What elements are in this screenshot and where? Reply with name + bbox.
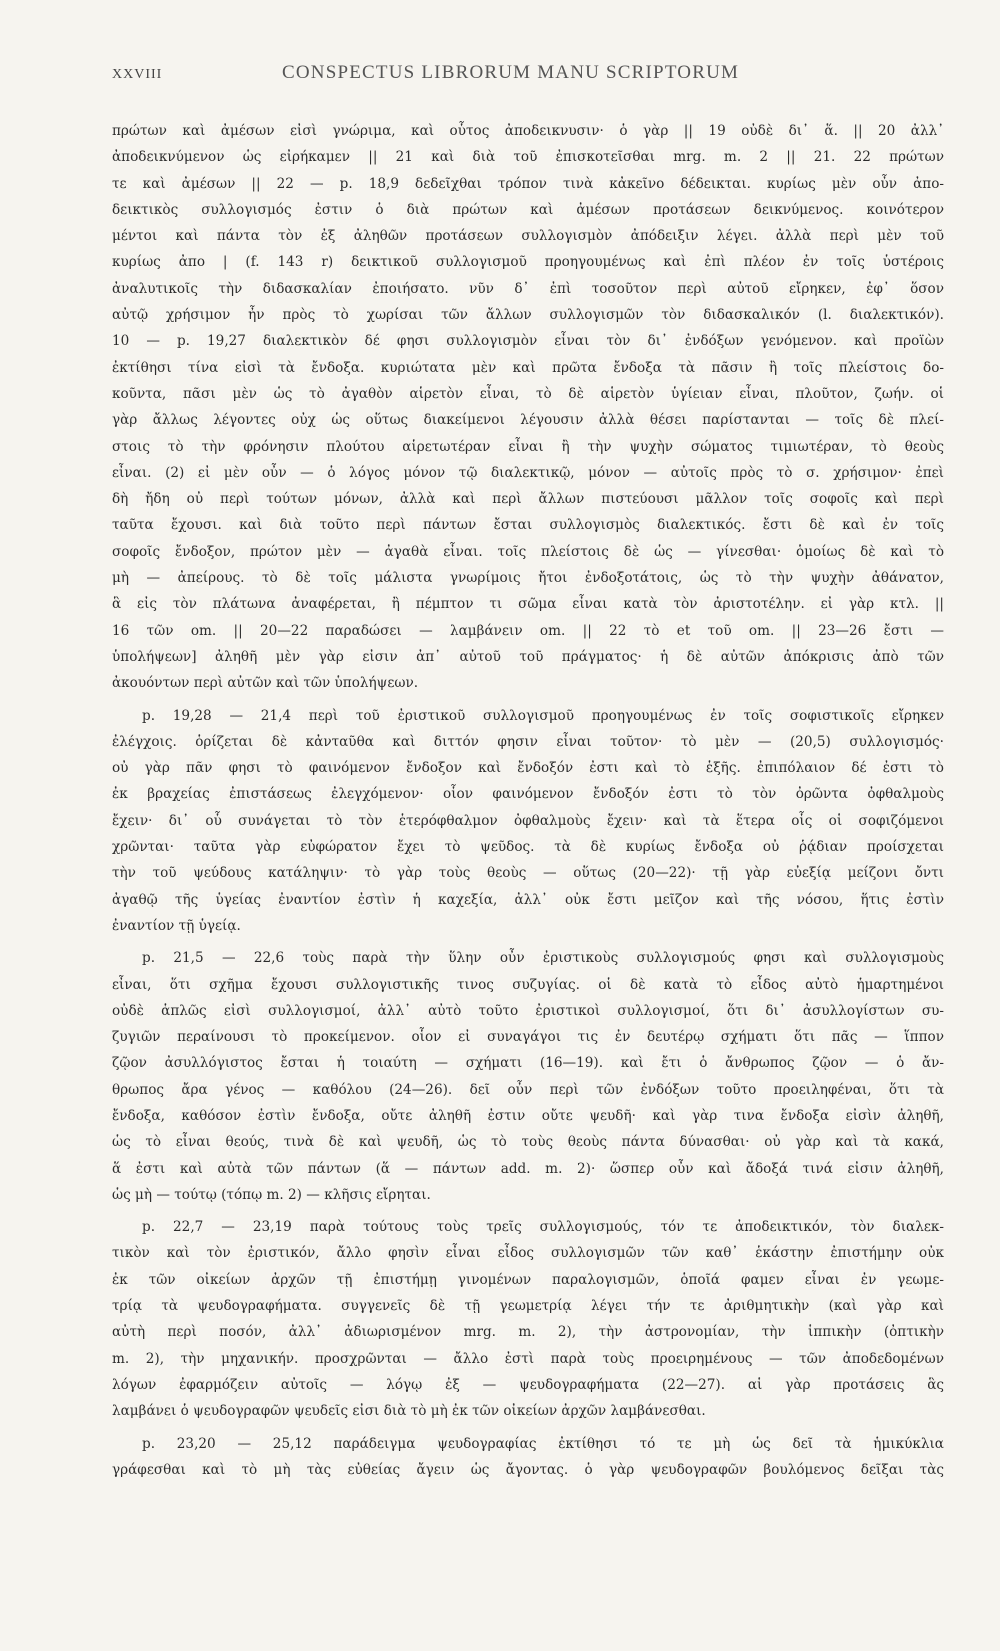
paragraph <box>112 118 944 697</box>
text-line: ἀγαθῷ τῆς ὑγείας ἐναντίον ἐστὶν ἡ καχεξία, ἀλλ᾽ οὐκ ἔστι μεῖζον καὶ τῆς νόσου, ἥτις ἐστὶν <box>112 891 944 908</box>
text-line: τε καὶ ἀμέσων || 22 — p. 18,9 δεδεῖχθαι τρόπον τινὰ κἀκεῖνο δέδεικται. κυρίως μὲν οὖν ἀπο- <box>112 175 944 192</box>
text-line: θρωπος ἄρα γένος — καθόλου (24—26). δεῖ οὖν περὶ τῶν ἐνδόξων τοῦτο προειληφέναι, ὅτι τὰ <box>112 1081 944 1098</box>
paragraph <box>112 1431 944 1484</box>
text-line: ἐναντίον τῇ ὑγείᾳ. <box>112 917 241 934</box>
text-line: πρώτων καὶ ἀμέσων εἰσὶ γνώριμα, καὶ οὗτος ἀποδεικνυσιν· ὁ γὰρ || 19 οὐδὲ δι᾽ ἅ. || 20 ἀλλ᾽ <box>112 123 944 139</box>
paragraph <box>112 703 944 940</box>
text-line: σοφοῖς ἔνδοξον, πρώτον μὲν — ἀγαθὰ εἶναι. τοῖς πλείστοις δὲ ὡς — γίνεσθαι· ὁμοίως δὲ καὶ τὸ <box>112 543 944 560</box>
text-line: τρίᾳ τὰ ψευδογραφήματα. συγγενεῖς δὲ τῇ γεωμετρίᾳ λέγει τήν τε ἀριθμητικὴν (καὶ γὰρ καὶ <box>112 1298 944 1315</box>
text-line: κοῦντα, πᾶσι μὲν ὡς τὸ ἀγαθὸν αἱρετὸν εἶναι, τὸ δὲ αἱρετὸν ὑγίειαν εἶναι, πλοῦτον, ζωήν. οἱ <box>112 385 944 402</box>
text-line: ζυγιῶν περαίνουσι τὸ προκείμενον. οἷον εἰ συναγάγοι τις ἐν δευτέρῳ σχήματι ὅτι πᾶς — ἵππον <box>112 1029 944 1046</box>
text-line: ἔχειν· δι᾽ οὗ συνάγεται τὸ τὸν ἑτερόφθαλμον ὀφθαλμοὺς ἔχειν· καὶ τὰ ἕτερα οἷς οἱ σοφιζόμενοι <box>112 812 944 829</box>
text-line: αὐτῷ χρήσιμον ἦν πρὸς τὸ χωρίσαι τῶν ἄλλων συλλογισμῶν τὸν διδασκαλικόν (l. διαλεκτικόν). <box>112 307 944 324</box>
text-line: ἐκ βραχείας ἐπιστάσεως ἐλεγχόμενον· οἷον φαινόμενον ἔνδοξόν ἐστι τὸ τὸν ὀρῶντα ὀφθαλμοὺς <box>112 786 944 803</box>
text-line: στοις τὸ τὴν φρόνησιν πλούτου αἱρετωτέραν εἶναι ἢ τὴν ψυχὴν σώματος τιμιωτέραν, τὸ θεοὺς <box>112 438 944 455</box>
text-line: m. 2), τὴν μηχανικήν. προσχρῶνται — ἄλλο ἐστὶ παρὰ τοὺς προειρημένους — τῶν ἀποδεδομένων <box>112 1350 944 1367</box>
text-line: 16 τῶν om. || 20—22 παραδώσει — λαμβάνειν om. || 22 τὸ et τοῦ om. || 23—26 ἔστι — <box>112 622 944 639</box>
text-line: ἔνδοξα, καθόσον ἐστὶν ἔνδοξα, οὔτε ἀληθῆ ἐστιν οὔτε ψευδῆ· καὶ γὰρ τινα ἔνδοξα εἰσὶν ἀληθῆ, <box>112 1107 944 1124</box>
text-line: εἶναι, ὅτι σχῆμα ἔχουσι συλλογιστικῆς τινος συζυγίας. οἱ δὲ κατὰ τὸ εἶδος αὐτὸ ἡμαρτημένοι <box>112 976 944 993</box>
text-line: τικὸν καὶ τὸν ἐριστικόν, ἄλλο φησὶν εἶναι εἶδος συλλογισμῶν τῶν καθ᾽ ἑκάστην ἐπιστήμην οὐκ <box>112 1245 944 1262</box>
text-line: ὡς μὴ — τούτῳ (τόπῳ m. 2) — κλῆσις εἴρηται. <box>112 1186 431 1203</box>
text-line: εἶναι. (2) εἰ μὲν οὖν — ὁ λόγος μόνον τῷ διαλεκτικῷ, μόνον — αὐτοῖς πρὸς τὸ σ. χρήσιμον· ἐπεὶ <box>112 464 944 481</box>
text-line: κυρίως ἀπο | (f. 143 r) δεικτικοῦ συλλογισμοῦ προηγουμένως καὶ ἐπὶ πλέον ἐν τοῖς ὑστέροις <box>112 254 944 271</box>
text-line: ἃ εἰς τὸν πλάτωνα ἀναφέρεται, ἢ πέμπτον τι σῶμα εἶναι κατὰ τὸν ἀριστοτέλην. εἰ γὰρ κτλ. || <box>112 596 944 613</box>
running-head <box>112 62 944 92</box>
text-line: ἀναλυτικοῖς τὴν διδασκαλίαν ἐποιήσατο. νῦν δ᾽ ἐπὶ τοσοῦτον περὶ αὐτοῦ εἴρηκεν, ἐφ᾽ ὅσον <box>112 280 944 297</box>
text-line: ταῦτα ἔχουσι. καὶ διὰ τοῦτο περὶ πάντων ἔσται συλλογισμὸς διαλεκτικός. ἔστι δὲ καὶ ἐν τοῖς <box>112 517 944 534</box>
text-line: οὐδὲ ἁπλῶς εἰσὶ συλλογισμοί, ἀλλ᾽ αὐτὸ τοῦτο ἐριστικοὶ συλλογισμοί, ὅτι δι᾽ ἀσυλλογίστων συ- <box>112 1002 944 1019</box>
text-line: αὐτὴ περὶ ποσόν, ἀλλ᾽ ἀδιωρισμένον mrg. m. 2), τὴν ἀστρονομίαν, τὴν ἱππικὴν (ὀπτικὴν <box>112 1324 944 1341</box>
text-line: δεικτικὸς συλλογισμός ἐστιν ὁ διὰ πρώτων καὶ ἀμέσων προτάσεων δεικνύμενος. κοινότερον <box>112 201 944 218</box>
text-line: γὰρ ἄλλως λέγοντες οὐχ ὡς οὕτως διακείμενοι λέγουσιν ἀλλὰ θέσει παρίστανται — τοῖς δὲ πλεί- <box>112 412 944 429</box>
running-title: CONSPECTUS LIBRORUM MANU SCRIPTORUM <box>282 62 740 83</box>
text-line: ἐκτίθησι τίνα εἰσὶ τὰ ἔνδοξα. κυριώτατα μὲν καὶ πρῶτα ἔνδοξα τὰ πᾶσιν ἢ τοῖς πλείστοις δο- <box>112 359 944 376</box>
page-number: XXVIII <box>112 67 163 82</box>
text-line: p. 19,28 — 21,4 περὶ τοῦ ἐριστικοῦ συλλογισμοῦ προηγουμένως ἐν τοῖς σοφιστικοῖς εἴρηκεν <box>142 707 944 724</box>
text-line: ἅ ἐστι καὶ αὐτὰ τῶν πάντων (ἅ — πάντων add. m. 2)· ὥσπερ οὖν καὶ ἄδοξά τινά εἰσιν ἀληθῆ, <box>112 1160 944 1177</box>
text-line: ἀποδεικνύμενον ὡς εἰρήκαμεν || 21 καὶ διὰ τοῦ ἐπισκοτεῖσθαι mrg. m. 2 || 21. 22 πρώτων <box>112 149 944 166</box>
text-line: χρῶνται· ταῦτα γὰρ εὐφώρατον ἔχει τὸ ψεῦδος. τὰ δὲ κυρίως ἔνδοξα οὐ ῥᾴδιαν προίσχεται <box>112 839 944 856</box>
text-line: 10 — p. 19,27 διαλεκτικὸν δέ φησι συλλογισμὸν εἶναι τὸν δι᾽ ἐνδόξων γενόμενον. καὶ προϊὼν <box>112 333 944 350</box>
text-line: ὑπολήψεων] ἀληθῆ μὲν γὰρ εἰσιν ἀπ᾽ αὐτοῦ τοῦ πράγματος· ἡ δὲ αὐτῶν ἀπόκρισις ἀπὸ τῶν <box>112 648 944 665</box>
text-line: ἐλέγχοις. ὁρίζεται δὲ κἀνταῦθα καὶ διττόν φησιν εἶναι τοῦτον· τὸ μὲν — (20,5) συλλογισμός· <box>112 733 944 750</box>
text-line: ἐκ τῶν οἰκείων ἀρχῶν τῇ ἐπιστήμῃ γινομένων παραλογισμῶν, ὁποῖά φαμεν εἶναι ἐν γεωμε- <box>112 1271 944 1288</box>
text-line: λόγων ἐφαρμόζειν αὐτοῖς — λόγῳ ἐξ — ψευδογραφήματα (22—27). αἱ γὰρ προτάσεις ἃς <box>112 1376 944 1393</box>
paragraph <box>112 1214 944 1424</box>
text-line: ζῷον ἀσυλλόγιστος ἔσται ἡ τοιαύτη — σχήματι (16—19). καὶ ἔτι ὁ ἄνθρωπος ζῷον — ὁ ἄν- <box>112 1055 944 1072</box>
text-line: τὴν τοῦ ψεύδους κατάληψιν· τὸ γὰρ τοὺς θεοὺς — οὕτως (20—22)· τῇ γὰρ εὐεξίᾳ μείζονι ὄντι <box>112 865 944 882</box>
text-line: p. 23,20 — 25,12 παράδειγμα ψευδογραφίας ἐκτίθησι τό τε μὴ ὡς δεῖ τὰ ἡμικύκλια <box>142 1435 944 1452</box>
paragraph <box>112 945 944 1208</box>
text-line: οὐ γὰρ πᾶν φησι τὸ φαινόμενον ἔνδοξον καὶ ἔνδοξόν ἐστι καὶ τὸ ἑξῆς. ἐπιπόλαιον δέ ἐστι τὸ <box>112 760 944 777</box>
text-line: λαμβάνει ὁ ψευδογραφῶν ψευδεῖς εἰσι διὰ τὸ μὴ ἐκ τῶν οἰκείων ἀρχῶν λαμβάνεσθαι. <box>112 1403 706 1420</box>
text-line: ἀκουόντων περὶ αὐτῶν καὶ τῶν ὑπολήψεων. <box>112 675 419 692</box>
text-line: ὡς τὸ εἶναι θεούς, τινὰ δὲ καὶ ψευδῆ, ὡς τὸ τοὺς θεοὺς πάντα δύνασθαι· οὐ γὰρ καὶ τὰ κακά, <box>112 1134 944 1151</box>
text-line: μὴ — ἀπείρους. τὸ δὲ τοῖς μάλιστα γνωρίμοις ἤτοι ἐνδοξοτάτοις, ὡς τὸ τὴν ψυχὴν ἀθάνατον, <box>112 570 944 587</box>
text-line: δὴ ἤδη οὐ περὶ τούτων μόνων, ἀλλὰ καὶ περὶ ἄλλων πιστεύουσι μᾶλλον τοῖς σοφοῖς καὶ περὶ <box>112 491 944 508</box>
text-line: μέντοι καὶ πάντα τὸν ἐξ ἀληθῶν προτάσεων συλλογισμὸν ἀπόδειξιν λέγει. ἀλλὰ περὶ μὲν τοῦ <box>112 228 944 245</box>
text-line: p. 22,7 — 23,19 παρὰ τούτους τοὺς τρεῖς συλλογισμούς, τόν τε ἀποδεικτικόν, τὸν διαλεκ- <box>142 1219 944 1236</box>
main-text <box>112 118 944 1483</box>
text-line: γράφεσθαι καὶ τὸ μὴ τὰς εὐθείας ἄγειν ὡς ἄγοντας. ὁ γὰρ ψευδογραφῶν βουλόμενος δεῖξαι τὰς <box>112 1461 944 1478</box>
text-line: p. 21,5 — 22,6 τοὺς παρὰ τὴν ὕλην οὖν ἐριστικοὺς συλλογισμούς φησι καὶ συλλογισμοὺς <box>142 950 944 967</box>
